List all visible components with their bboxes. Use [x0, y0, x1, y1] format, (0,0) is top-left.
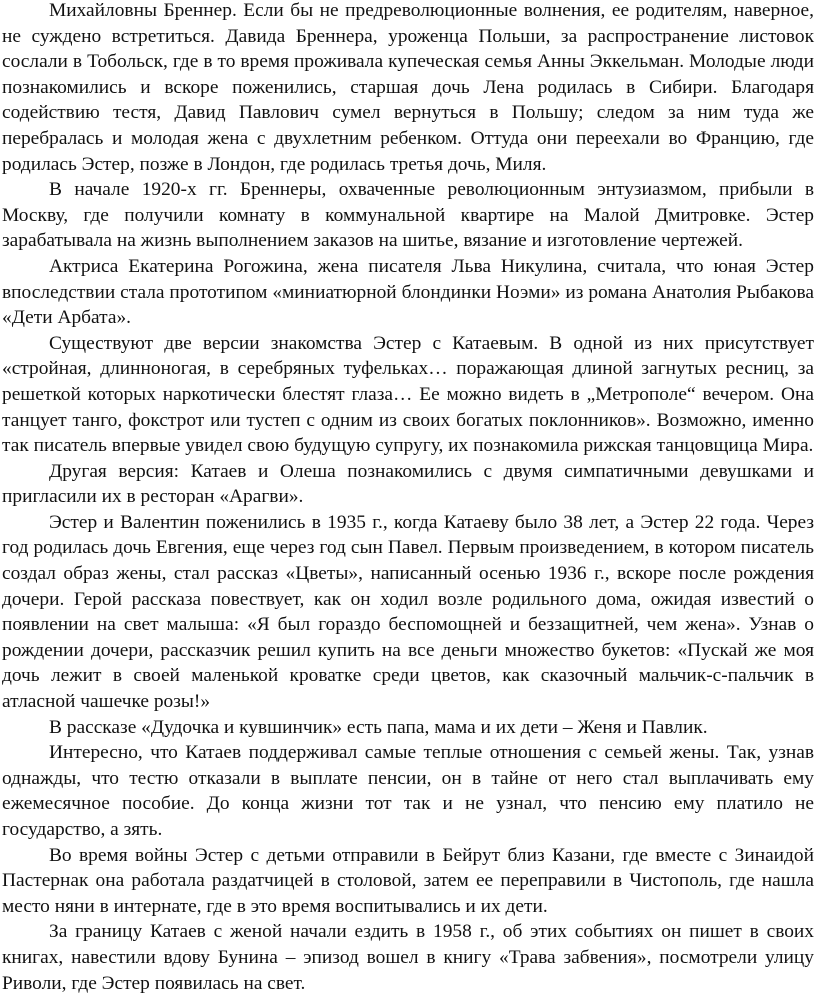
paragraph-6: Эстер и Валентин поженились в 1935 г., когда Катаеву было 38 лет, а Эстер 22 года. Через год родилась дочь Евгения, еще через год сын Павел. Первым произведением, в котором писатель создал образ жены, стал рассказ «Цветы», написанный осенью 1936 г., вскоре после рождения дочери. Герой рассказа повествует, как он ходил возле родильного дома, ожидая известий о появлении на свет малыша: «Я был гораздо беспомощней и беззащитней, чем жена». Узнав о рождении дочери, рассказчик решил купить на все деньги множество букетов: «Пускай же моя дочь лежит в своей маленькой кроватке среди цветов, как сказочный мальчик-с-пальчик в атласной чашечке розы!»: [2, 511, 814, 713]
paragraph-10: За границу Катаев с женой начали ездить в 1958 г., об этих событиях он пишет в своих книгах, навестили вдову Бунина – эпизод вошел в книгу «Трава забвения», посмотрели улицу Риволи, где Эстер появилась на свет.: [2, 921, 814, 994]
paragraph-5: Другая версия: Катаев и Олеша познакомились с двумя симпатичными девушками и пригласили их в ресторан «Арагви».: [2, 460, 814, 508]
paragraph-1: Михайловны Бреннер. Если бы не предреволюционные волнения, ее родителям, наверное, не суждено встретиться. Давида Бреннера, уроженца Польши, за распространение листовок сослали в Тобольск, где в то время проживала купеческая семья Анны Эккельман. Молодые люди познакомились и вскоре поженились, старшая дочь Лена родилась в Сибири. Благодаря содействию тестя, Давид Павлович сумел вернуться в Польшу; следом за ним туда же перебралась и молодая жена с двухлетним ребенком. Оттуда они переехали во Францию, где родилась Эстер, позже в Лондон, где родилась третья дочь, Миля.: [2, 0, 814, 175]
paragraph-4: Существуют две версии знакомства Эстер с Катаевым. В одной из них присутствует «стройная, длинноногая, в серебряных туфельках… поражающая длиной загнутых ресниц, за решеткой которых наркотически блестят глаза… Ее можно видеть в „Метрополе“ вечером. Она танцует танго, фокстрот или тустеп с одним из своих богатых поклонников». Возможно, именно так писатель впервые увидел свою будущую супругу, их познакомила рижская танцовщица Мира.: [2, 332, 814, 457]
paragraph-8: Интересно, что Катаев поддерживал самые теплые отношения с семьей жены. Так, узнав однажды, что тестю отказали в выплате пенсии, он в тайне от него стал выплачивать ему ежемесячное пособие. До конца жизни тот так и не узнал, что пенсию ему платило не государство, а зять.: [2, 742, 814, 840]
paragraph-3: Актриса Екатерина Рогожина, жена писателя Льва Никулина, считала, что юная Эстер впоследствии стала прототипом «миниатюрной блондинки Ноэми» из романа Анатолия Рыбакова «Дети Арбата».: [2, 255, 814, 329]
paragraph-9: Во время войны Эстер с детьми отправили в Бейрут близ Казани, где вместе с Зинаидой Пастернак она работала раздатчицей в столовой, затем ее переправили в Чистополь, где нашла место няни в интернате, где в это время воспитывались и их дети.: [2, 844, 814, 917]
paragraph-2: В начале 1920-х гг. Бреннеры, охваченные революционным энтузиазмом, прибыли в Москву, где получили комнату в коммунальной квартире на Малой Дмитровке. Эстер зарабатывала на жизнь выполнением заказов на шитье, вязание и изготовление чертежей.: [2, 179, 814, 252]
paragraph-7: В рассказе «Дудочка и кувшинчик» есть папа, мама и их дети – Женя и Павлик.: [49, 716, 708, 738]
